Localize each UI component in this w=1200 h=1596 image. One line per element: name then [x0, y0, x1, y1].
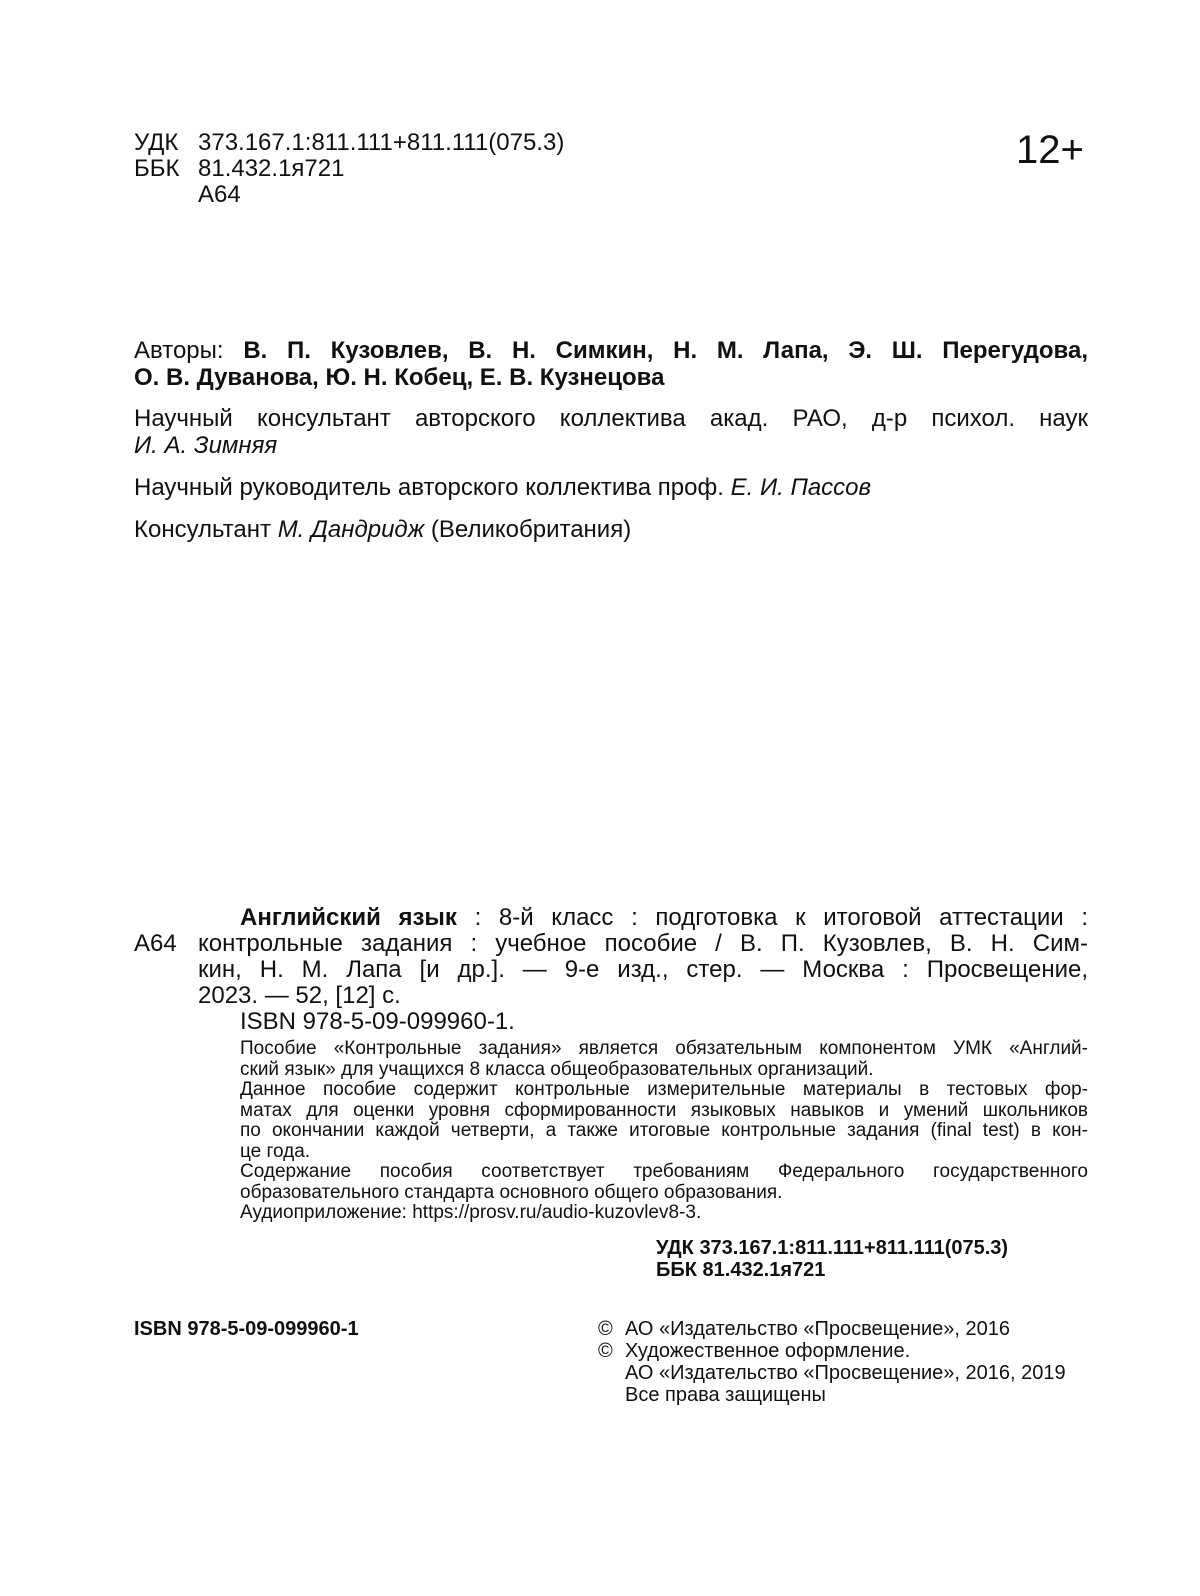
annotation-line: Содержание пособия соответствует требованиям Федерального государственного: [240, 1161, 1088, 1182]
authors-block: [134, 337, 1088, 391]
authors-line-1: [134, 337, 1088, 364]
copyright-line: АО «Издательство «Просвещение», 2016, 2019: [625, 1362, 1066, 1384]
annotation-paragraph-4: [240, 1203, 1088, 1224]
copyright-line: Художественное оформление.: [625, 1340, 911, 1362]
catalog-bbk: ББК 81.432.1я721: [656, 1259, 826, 1281]
annotation-line: Пособие «Контрольные задания» является обязательным компонентом УМК «Англий-: [240, 1038, 1088, 1059]
annotation-line: це года.: [240, 1140, 311, 1162]
annotation-line: по окончании каждой четверти, а также итоговые контрольные задания (final test) в кон-: [240, 1120, 1088, 1141]
catalog-isbn: ISBN 978-5-09-099960-1.: [240, 1008, 515, 1035]
annotation: [134, 1039, 1088, 1224]
catalog-line-1: [240, 905, 1088, 931]
bbk-label: ББК: [134, 155, 180, 182]
classification-block: [134, 130, 564, 208]
copyright-icon: ©: [598, 1340, 613, 1362]
book-title: Английский язык: [240, 904, 457, 931]
scientific-supervisor-name: Е. И. Пассов: [730, 474, 872, 501]
consultant-role: Консультант: [134, 516, 272, 543]
copyright-line: АО «Издательство «Просвещение», 2016: [625, 1318, 1011, 1340]
udk-row: [134, 130, 564, 156]
authors-line-2: [134, 364, 1088, 391]
consultant-name: М. Дандридж: [277, 516, 425, 543]
consultant-country: (Великобритания): [430, 516, 632, 543]
catalog-line-2: контрольные задания : учебное пособие / В. П. Кузовлев, В. Н. Сим-: [198, 930, 1088, 957]
udk-value: 373.167.1:811.111+811.111(075.3): [198, 129, 565, 156]
annotation-paragraph-2: [240, 1080, 1088, 1162]
copyright-row: [598, 1318, 1090, 1340]
annotation-line: ский язык» для учащихся 8 класса общеобразовательных организаций.: [240, 1058, 874, 1080]
scientific-consultant: [134, 405, 1088, 459]
bbk-row: [134, 156, 564, 182]
authors-names-2: О. В. Дуванова, Ю. Н. Кобец, Е. В. Кузнецова: [134, 364, 665, 391]
copyright-icon: ©: [598, 1318, 613, 1340]
catalog-line-4: 2023. — 52, [12] с.: [198, 982, 401, 1009]
catalog-line-3: кин, Н. М. Лапа [и др.]. — 9-е изд., стер. — Москва : Просвещение,: [198, 956, 1088, 983]
scientific-supervisor: [134, 474, 1088, 501]
authors-names-1: В. П. Кузовлев, В. Н. Симкин, Н. М. Лапа, Э. Ш. Перегудова,: [243, 337, 1088, 364]
catalog-index: А64: [134, 930, 177, 957]
annotation-line: матах для оценки уровня сформированности языковых навыков и умений школьников: [240, 1099, 1088, 1121]
catalog-title-line: [240, 905, 1088, 931]
copyright-block: [598, 1318, 1090, 1406]
consultant: [134, 516, 1088, 543]
isbn: ISBN 978-5-09-099960-1: [134, 1318, 359, 1340]
age-rating: 12+: [1016, 128, 1084, 172]
scientific-consultant-name: И. А. Зимняя: [134, 432, 278, 459]
rights-reserved: Все права защищены: [625, 1384, 826, 1406]
catalog-description: [134, 931, 1088, 1035]
book-title-rest: : 8-й класс : подготовка к итоговой аттестации :: [474, 904, 1088, 931]
catalog-udk-bbk: [656, 1237, 1008, 1281]
annotation-line: Аудиоприложение: https://prosv.ru/audio-kuzovlev8-3.: [240, 1202, 702, 1223]
copyright-row: [598, 1384, 1090, 1406]
scientific-supervisor-role: Научный руководитель авторского коллектива проф.: [134, 474, 724, 501]
annotation-paragraph-1: [240, 1039, 1088, 1080]
authors-label: Авторы:: [134, 337, 224, 364]
author-mark: А64: [198, 181, 241, 208]
copyright-row: [598, 1362, 1090, 1384]
catalog-udk: УДК 373.167.1:811.111+811.111(075.3): [656, 1237, 1009, 1259]
author-mark-row: [134, 182, 564, 208]
annotation-line: Данное пособие содержит контрольные измерительные материалы в тестовых фор-: [240, 1079, 1088, 1100]
scientific-consultant-role: Научный консультант авторского коллектива акад. РАО, д-р психол. наук: [134, 405, 1088, 432]
annotation-line: образовательного стандарта основного общего образования.: [240, 1181, 783, 1203]
bbk-value: 81.432.1я721: [198, 155, 345, 182]
annotation-paragraph-3: [240, 1162, 1088, 1203]
catalog-card: [134, 905, 1088, 1224]
copyright-row: [598, 1340, 1090, 1362]
udk-label: УДК: [134, 129, 179, 156]
